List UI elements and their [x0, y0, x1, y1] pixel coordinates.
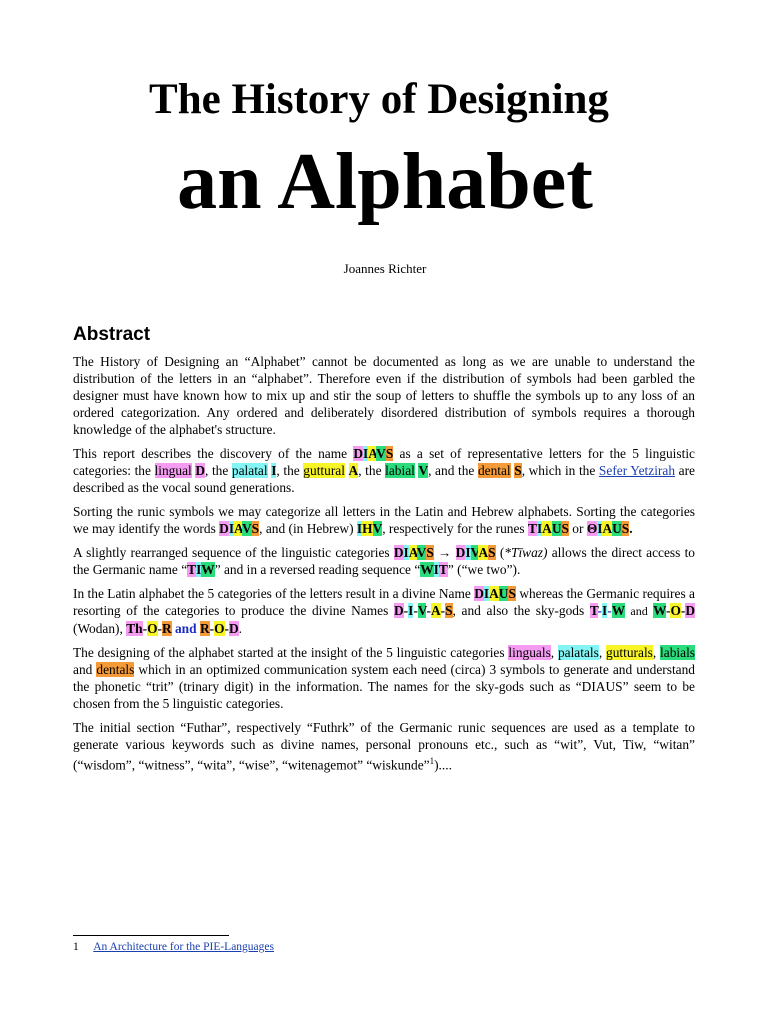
letter: A	[348, 463, 359, 478]
text: ” and in a reversed reading sequence “	[214, 562, 421, 577]
letter: I	[228, 521, 235, 536]
text: and	[171, 621, 200, 636]
text: , the	[276, 463, 304, 478]
paragraph-7	[73, 719, 695, 773]
letter: I	[597, 521, 603, 536]
category-lingual: lingual	[154, 463, 192, 478]
dash: -	[157, 621, 162, 636]
letter: S	[426, 545, 434, 560]
text: The designing of the alphabet started at the insight of the 5 linguistic categories	[73, 645, 509, 660]
letter: I	[196, 562, 202, 577]
paragraph-2	[73, 445, 695, 496]
letter: S	[561, 521, 569, 536]
letter: I	[433, 562, 439, 577]
category-palatals: palatals	[557, 645, 599, 660]
dash: -	[665, 603, 671, 618]
footnote-number: 1	[73, 941, 79, 953]
text: )....	[434, 757, 452, 773]
letter: T	[589, 603, 598, 618]
sefer-yetzirah-link[interactable]: Sefer Yetzirah	[598, 463, 676, 478]
footnote-separator	[73, 935, 229, 936]
letter: V	[418, 463, 429, 478]
name-ihv	[357, 521, 382, 536]
letter: S	[488, 545, 496, 560]
name-diavs	[219, 521, 259, 536]
footnote-ref[interactable]: 1	[429, 756, 435, 766]
dash: -	[413, 603, 418, 618]
letter: S	[385, 446, 394, 461]
text: A slightly rearranged sequence of the linguistic categories	[73, 545, 394, 560]
letter: R	[199, 621, 210, 636]
name-divas	[456, 545, 496, 560]
letter: D	[228, 621, 239, 636]
title-line-1: The History of Designing	[149, 76, 609, 123]
letter: T	[438, 562, 448, 577]
letter: I	[602, 603, 608, 618]
letter: Θ	[586, 521, 598, 536]
text: The initial section “Futhar”, respectively “Futhrk” of the Germanic runic sequences are used as a template to generate various keywords such as divine names, personal pronouns etc., such as “wit”, Vut, Tiw, “witan” (“wisdom”, “witness”, “wita”, “wise”, “witenagemot” “wiskunde”	[73, 720, 695, 773]
footnote	[73, 939, 274, 955]
letter: A	[234, 521, 242, 536]
text: , which in the	[521, 463, 599, 478]
letter: I	[363, 446, 369, 461]
letter: I	[356, 521, 363, 536]
letter: O	[147, 621, 158, 636]
text: whereas the Germanic requires a resorting of the categories to produce the divine Names	[73, 586, 696, 618]
letter: S	[251, 521, 260, 536]
text: ” (“we two”).	[447, 562, 521, 577]
letter: I	[465, 545, 471, 560]
dash: -	[440, 603, 446, 618]
name-diavs	[394, 545, 434, 560]
letter: I	[271, 463, 277, 478]
abstract-body	[73, 353, 695, 780]
letter: A	[408, 545, 417, 560]
letter: D	[455, 545, 466, 560]
name-r-o-d	[200, 621, 239, 636]
text: or	[568, 521, 587, 536]
name-th-o-r	[126, 621, 171, 636]
text: , and the	[428, 463, 478, 478]
letter: W	[201, 562, 215, 577]
tiwaz: *Tīwaz)	[504, 545, 548, 560]
letter: T	[187, 562, 197, 577]
name-diavs	[353, 446, 393, 461]
arrow: →	[433, 545, 456, 560]
dash: -	[426, 603, 431, 618]
dash: -	[403, 603, 409, 618]
letter: V	[372, 521, 383, 536]
name-wit	[420, 562, 448, 577]
letter: I	[403, 545, 409, 560]
text: , and (in Hebrew)	[259, 521, 357, 536]
text: (	[495, 545, 505, 560]
name-w-o-d	[653, 603, 695, 618]
text: are described as the vocal sound generations.	[73, 463, 695, 495]
text: and	[73, 662, 97, 677]
paragraph-1: The History of Designing an “Alphabet” cannot be documented as long as we are unable to understand the distribution of the letters in an “alphabet”. Therefore even if the distribution of symbols had been garbled the designer must have known how to mix up and stir the soup of letters to shuffle the symbols up to any loss of an ordered categorization. Any ordered and deliberately disordered distribution of symbols requires a thorough knowledge of the alphabet's structure.	[73, 354, 695, 437]
category-gutturals: gutturals	[606, 645, 653, 660]
text: ,	[652, 645, 661, 660]
name-d-i-v-a-s	[394, 603, 453, 618]
letter: D	[393, 603, 404, 618]
letter: A	[542, 521, 552, 536]
letter: A	[430, 603, 441, 618]
text: Sorting the runic symbols we may categorize all letters in the Latin and Hebrew alphabets. Sorting the categories we may identify the words	[73, 504, 695, 536]
abstract-heading: Abstract	[73, 324, 151, 345]
category-linguals: linguals	[508, 645, 551, 660]
text: This report describes the discovery of the name	[73, 446, 354, 461]
letter: U	[551, 521, 562, 536]
paragraph-5	[73, 585, 695, 637]
name-t-i-w	[590, 603, 625, 618]
letter: A	[602, 521, 613, 536]
letter: R	[161, 621, 172, 636]
dash: -	[680, 603, 686, 618]
dash: -	[142, 621, 148, 636]
letter: W	[611, 603, 626, 618]
text: which in an optimized communication system each need (circa) 3 symbols to generate and understand the phonetic “trit” (trinary digit) in the information. The names for the sky-gods such as “DIAUS” seem to be chosen from the 5 linguistic categories.	[73, 662, 695, 711]
text: .	[238, 621, 242, 636]
letter: D	[195, 463, 206, 478]
text: , the	[358, 463, 386, 478]
letter: A	[489, 586, 499, 601]
text: In the Latin alphabet the 5 categories of the letters result in a divine Name	[73, 586, 475, 601]
name-diaus	[474, 586, 516, 601]
letter: V	[470, 545, 479, 560]
letter: I	[408, 603, 414, 618]
category-guttural: guttural	[303, 463, 345, 478]
title-line-2: an Alphabet	[177, 138, 593, 226]
letter: D	[685, 603, 695, 618]
dash: -	[597, 603, 603, 618]
text: ,	[550, 645, 558, 660]
name-thiaus	[587, 521, 633, 536]
name-tiw	[187, 562, 215, 577]
author: Joannes Richter	[343, 261, 427, 276]
category-labials: labials	[660, 645, 696, 660]
letter: D	[474, 586, 484, 601]
text: ,	[598, 645, 607, 660]
paragraph-3	[73, 503, 695, 537]
letter: S	[514, 463, 522, 478]
category-dentals: dentals	[96, 662, 135, 677]
letter: V	[376, 446, 386, 461]
letter: S	[445, 603, 453, 618]
letter: U	[498, 586, 509, 601]
dash: -	[209, 621, 215, 636]
letter: O	[670, 603, 681, 618]
letter: W	[653, 603, 666, 618]
text: allows the direct access to the Germanic name “	[73, 545, 695, 577]
category-labial: labial	[385, 463, 415, 478]
paragraph-6	[73, 644, 695, 712]
letter: S	[508, 586, 516, 601]
footnote-link[interactable]: An Architecture for the PIE-Languages	[93, 941, 274, 953]
text: and	[625, 604, 654, 618]
category-dental: dental	[477, 463, 511, 478]
letter: V	[417, 603, 427, 618]
letter: T	[528, 521, 537, 536]
letter: W	[420, 562, 434, 577]
text: , the	[205, 463, 232, 478]
letter: D	[393, 545, 404, 560]
letter: O	[214, 621, 225, 636]
dash: -	[607, 603, 612, 618]
text: , respectively for the runes	[382, 521, 528, 536]
letter: S	[621, 521, 630, 536]
letter: I	[536, 521, 543, 536]
letter: I	[483, 586, 490, 601]
text: , and also the sky-gods	[452, 603, 590, 618]
letter: D	[219, 521, 229, 536]
letter: D	[353, 446, 363, 461]
letter: H	[362, 521, 373, 536]
letter: V	[242, 521, 252, 536]
text: (Wodan),	[73, 621, 127, 636]
name-tiaus	[528, 521, 569, 536]
text: as a set of representative letters for the 5 linguistic categories: the	[73, 446, 695, 478]
letter: Th	[126, 621, 143, 636]
letter: U	[612, 521, 622, 536]
letter: A	[478, 545, 489, 560]
dash: -	[224, 621, 229, 636]
category-palatal: palatal	[231, 463, 268, 478]
letter: A	[368, 446, 377, 461]
paragraph-4	[73, 544, 695, 578]
text: .	[629, 521, 633, 536]
letter: V	[416, 545, 427, 560]
